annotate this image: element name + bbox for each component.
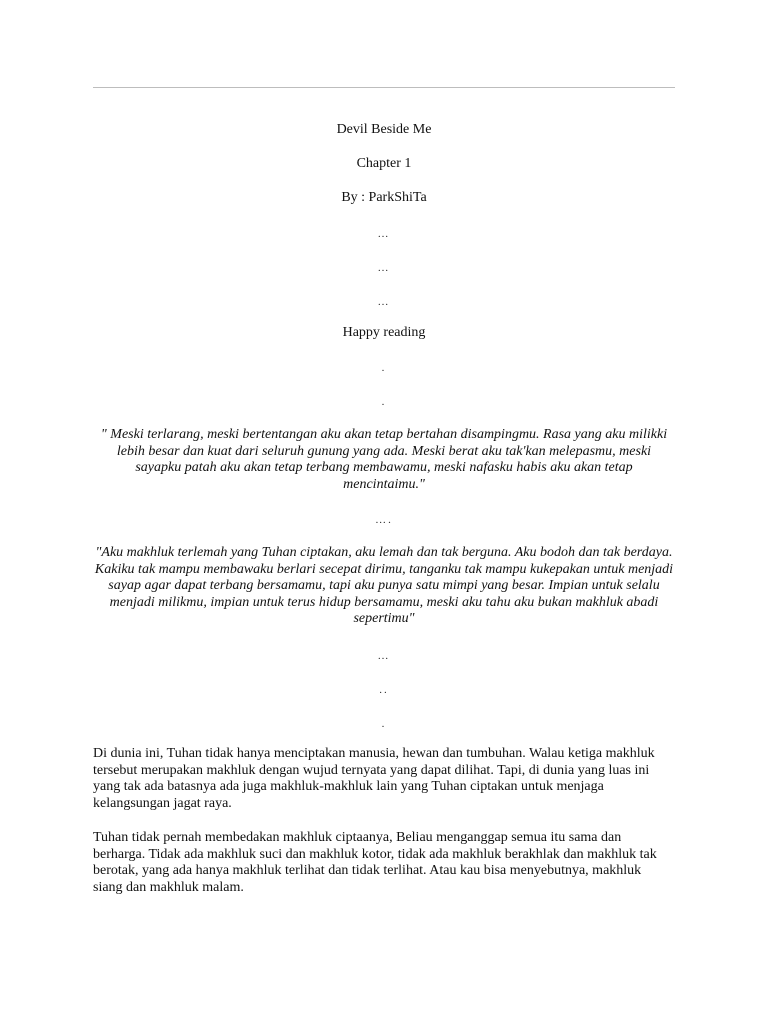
story-title: Devil Beside Me [336,122,432,137]
top-divider [93,87,675,88]
separator: … [377,650,391,662]
separator: . [381,362,387,374]
separator: .. [379,684,389,696]
separator: … [377,296,391,308]
second-quote: "Aku makhluk terlemah yang Tuhan ciptakan, aku lemah dan tak berguna. Aku bodoh dan tak berdaya. Kakiku tak mampu membawaku berlari secepat dirimu, tanganku tak mampu kukepakan untuk menjadi sayap agar dapat terbang bersamamu, tapi aku punya satu mimpi yang besar. Impian untuk selalu menjadi milikmu, impian untuk terus hidup bersamamu, meski aku tahu aku bukan makhluk abadi sepertimu" [94,545,674,626]
separator: …. [375,514,393,526]
body-paragraph: Tuhan tidak pernah membedakan makhluk ciptaanya, Beliau menganggap semua itu sama dan berharga. Tidak ada makhluk suci dan makhluk kotor, tidak ada makhluk berakhlak dan makhluk tak berotak, yang ada hanya makhluk terlihat dan tidak terlihat. Atau kau bisa menyebutnya, makhluk siang dan makhluk malam. [93,830,657,895]
author-line: By : ParkShiTa [341,190,427,205]
separator: … [377,228,391,240]
chapter-label: Chapter 1 [356,156,412,171]
opening-quote: " Meski terlarang, meski bertentangan aku akan tetap bertahan disampingmu. Rasa yang aku milikki lebih besar dan kuat dari seluruh gunung yang ada. Meski berat aku tak'kan melepasmu, meski sayapku patah aku akan tetap terbang membawamu, meski nafasku habis aku akan tetap mencintaimu." [100,427,668,492]
separator: . [381,396,387,408]
separator: . [381,718,387,730]
body-paragraph: Di dunia ini, Tuhan tidak hanya menciptakan manusia, hewan dan tumbuhan. Walau ketiga makhluk tersebut merupakan makhluk dengan wujud ternyata yang dapat dilihat. Tapi, di dunia yang luas ini yang tak ada batasnya ada juga makhluk-makhluk lain yang Tuhan ciptakan untuk menjaga kelangsungan jagat raya. [93,746,655,811]
greeting-line: Happy reading [342,325,426,340]
separator: … [377,262,391,274]
